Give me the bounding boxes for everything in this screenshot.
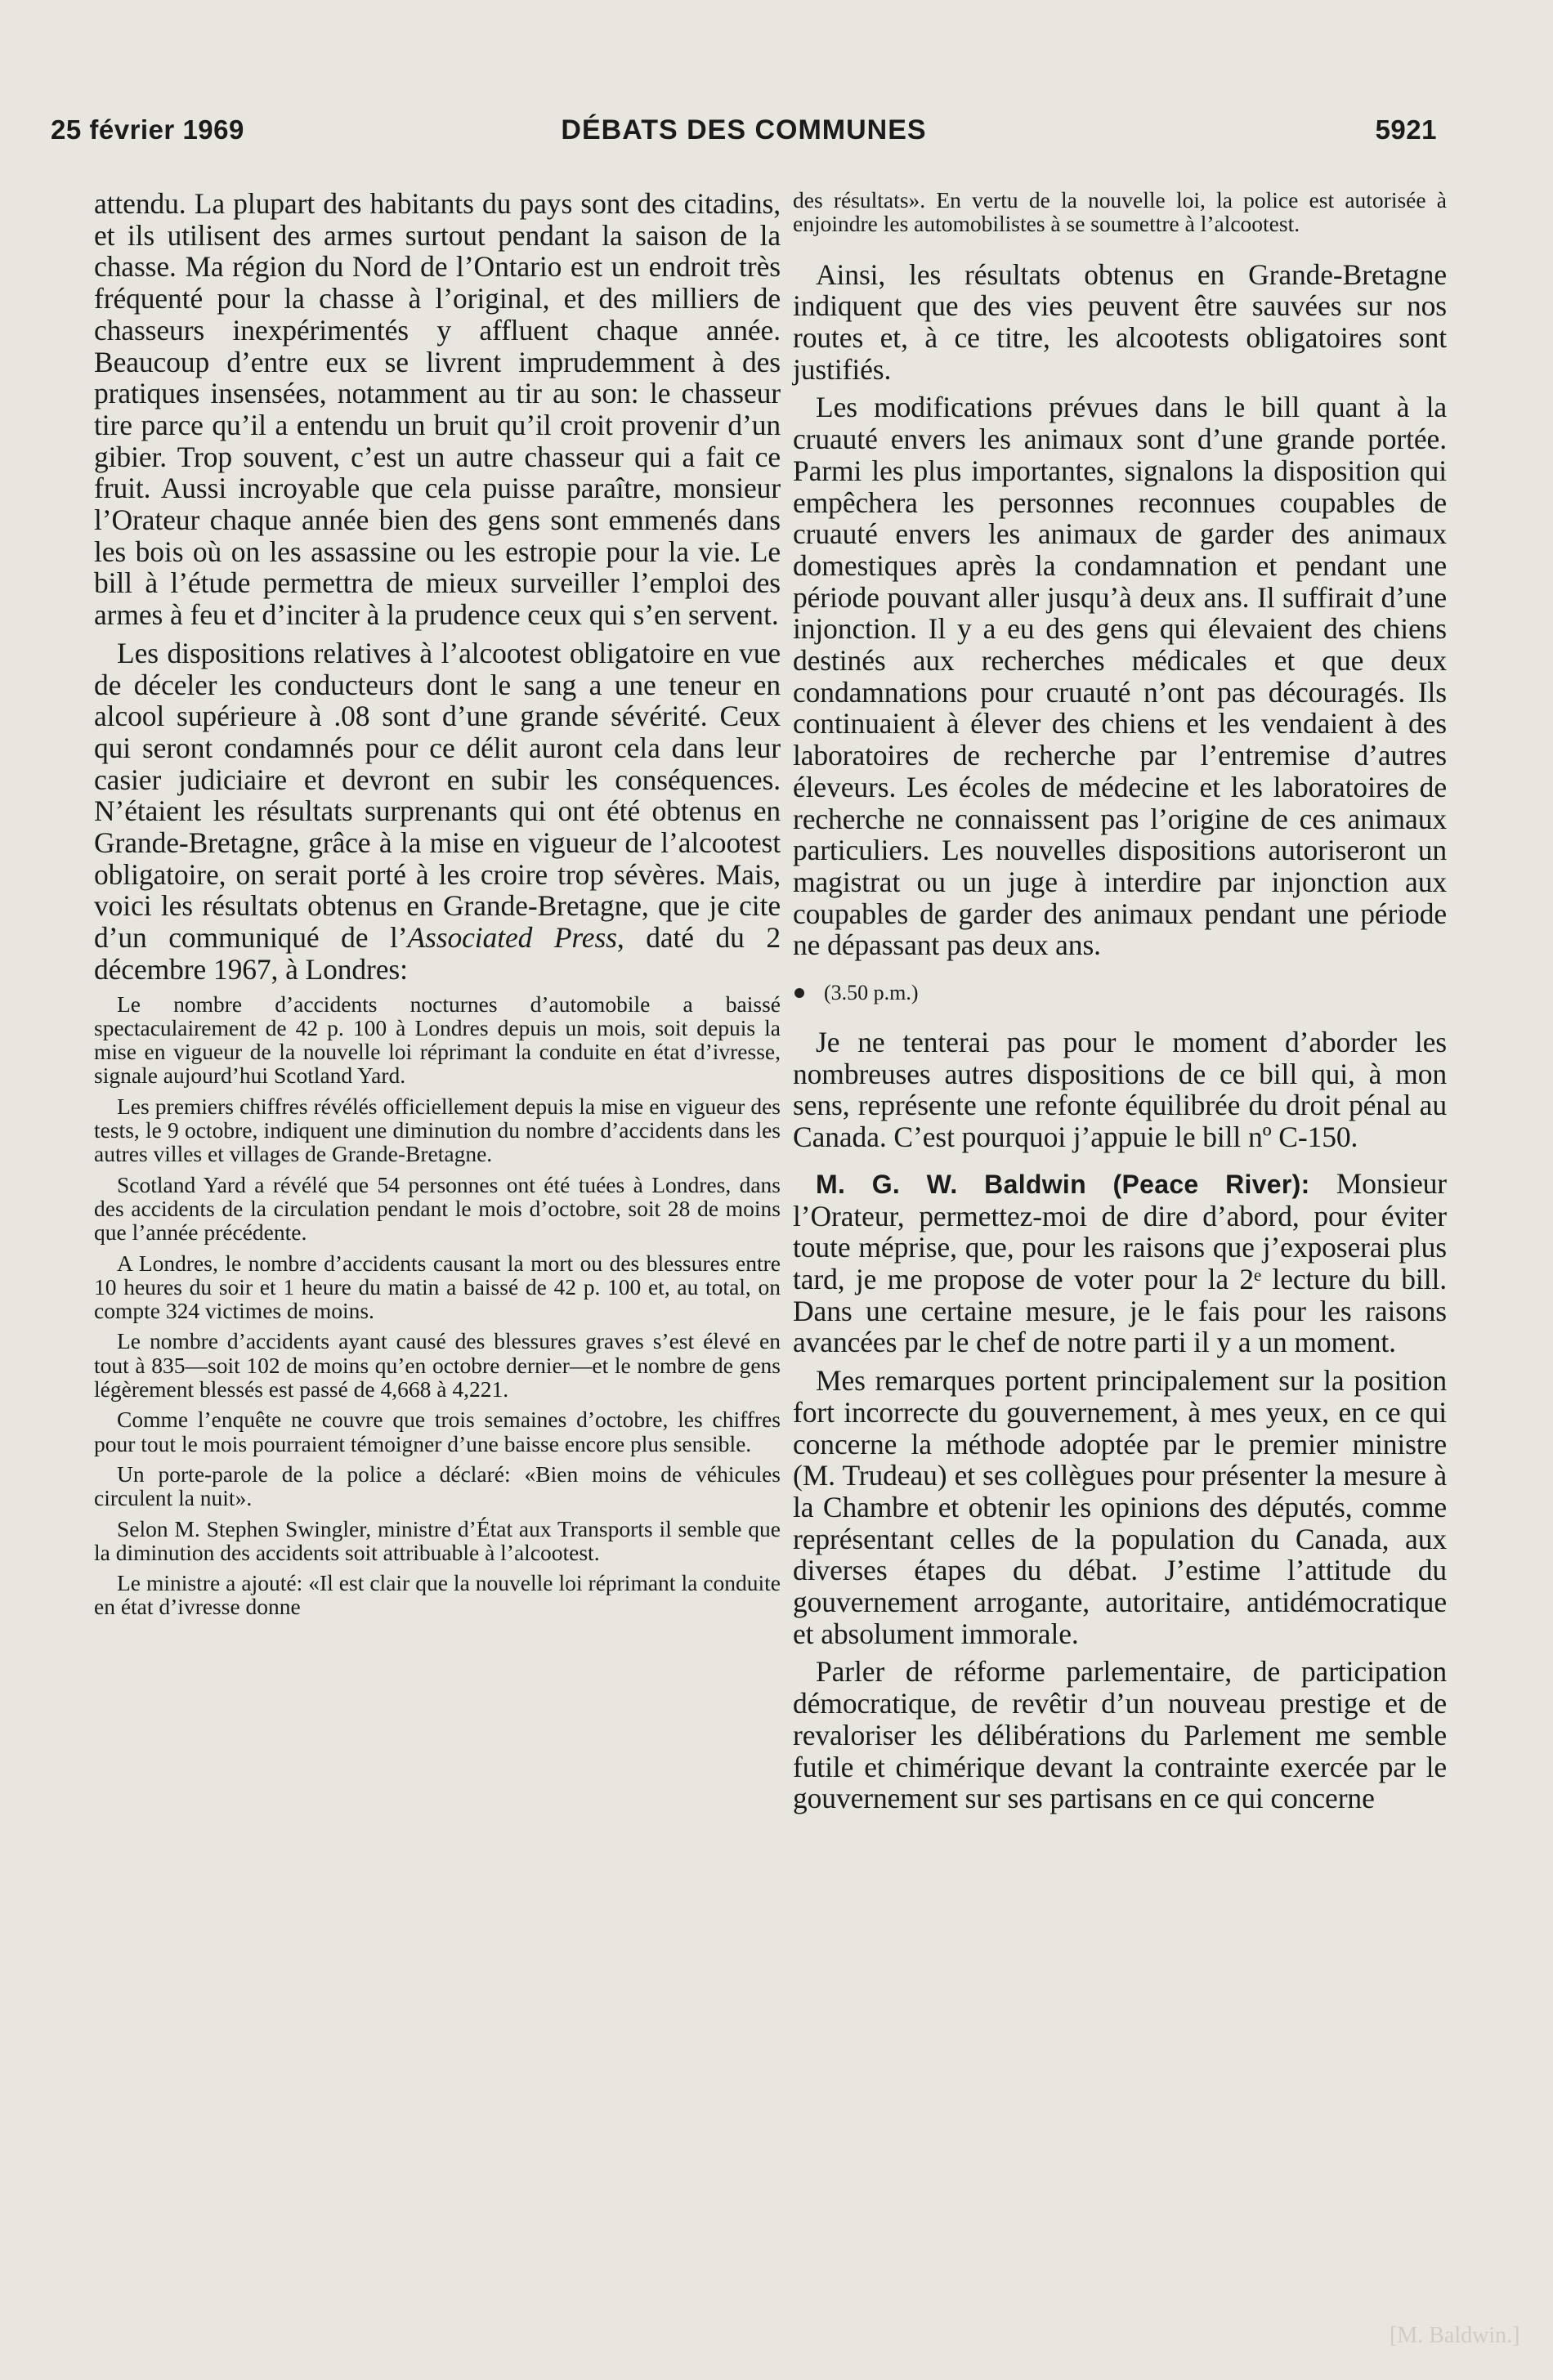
- speaker-paragraph: M. G. W. Baldwin (Peace River): Monsieur l’Orateur, permettez-moi de dire d’abord, pour éviter toute méprise, que, pour les raisons que j’exposerai plus tard, je me propose de voter pour la 2ᵉ lecture du bill. Dans une certaine mesure, je le fais pour les raisons avancées par le chef de notre parti il y a un moment.: [793, 1166, 1447, 1359]
- paragraph: Parler de réforme parlementaire, de participation démocratique, de revêtir d’un nouveau prestige et de revaloriser les délibérations du Parlement me semble futile et chimérique devant la contrainte exercée par le gouvernement sur ses partisans en ce qui concerne: [793, 1655, 1447, 1815]
- right-column: [793, 188, 1447, 1821]
- paragraph: Ainsi, les résultats obtenus en Grande-Bretagne indiquent que des vies peuvent être sauvées sur nos routes et, à ce titre, les alcootests obligatoires sont justifiés.: [793, 257, 1447, 386]
- quote-paragraph: Scotland Yard a révélé que 54 personnes ont été tuées à Londres, dans des accidents de la circulation pendant le mois d’octobre, soit 28 de moins que l’année précédente.: [94, 1171, 781, 1246]
- quote-paragraph: Un porte-parole de la police a déclaré: «Bien moins de véhicules circulent la nuit».: [94, 1461, 781, 1511]
- quote-paragraph: Selon M. Stephen Swingler, ministre d’État aux Transports il semble que la diminution des accidents soit attribuable à l’alcootest.: [94, 1515, 781, 1565]
- paragraph: Je ne tenterai pas pour le moment d’aborder les nombreuses autres dispositions de ce bill qui, à mon sens, représente une refonte équilibrée du droit pénal au Canada. C’est pourquoi j’appuie le bill nº C-150.: [793, 1026, 1447, 1154]
- header-date: 25 février 1969: [51, 114, 244, 145]
- show-through-text: [M. Baldwin.]: [1390, 2323, 1520, 2348]
- quote-paragraph: Le ministre a ajouté: «Il est clair que la nouvelle loi réprimant la conduite en état d’ivresse donne: [94, 1570, 781, 1620]
- bullet-icon: [794, 988, 804, 998]
- speaker-name: M. G. W. Baldwin (Peace River):: [816, 1169, 1310, 1199]
- quote-paragraph: Comme l’enquête ne couvre que trois semaines d’octobre, les chiffres pour tout le mois pourraient témoigner d’une baisse encore plus sensible.: [94, 1407, 781, 1456]
- paragraph: Mes remarques portent principalement sur la position fort incorrecte du gouvernement, à mes yeux, en ce qui concerne la méthode adoptée par le premier ministre (M. Trudeau) et ses collègues pour présenter la mesure à la Chambre et obtenir les opinions des députés, comme représentant celles de la population du Canada, aux diverses étapes du débat. J’estime l’attitude du gouvernement arrogante, autoritaire, antidémocratique et absolument immorale.: [793, 1364, 1447, 1650]
- header-title: DÉBATS DES COMMUNES: [561, 114, 927, 145]
- quote-paragraph: Le nombre d’accidents ayant causé des blessures graves s’est élevé en tout à 835—soit 102 de moins qu’en octobre dernier—et le nombre de gens légèrement blessés est passé de 4,668 à 4,221.: [94, 1328, 781, 1402]
- quote-paragraph: Les premiers chiffres révélés officiellement depuis la mise en vigueur des tests, le 9 octobre, indiquent une diminution du nombre d’accidents dans les autres villes et villages de Grande-Bretagne.: [94, 1093, 781, 1167]
- page-number: 5921: [1375, 114, 1437, 145]
- paragraph: Les dispositions relatives à l’alcootest obligatoire en vue de déceler les conducteurs dont le sang a une teneur en alcool supérieure à .08 sont d’une grande sévérité. Ceux qui seront condamnés pour ce délit auront cela dans leur casier judiciaire et devront en subir les conséquences. N’étaient les résultats surprenants qui ont été obtenus en Grande-Bretagne, grâce à la mise en vigueur de l’alcootest obligatoire, on serait porté à les croire trop sévères. Mais, voici les résultats obtenus en Grande-Bretagne, que je cite d’un communiqué de l’Associated Press, daté du 2 décembre 1967, à Londres:: [94, 636, 781, 986]
- timestamp-text: (3.50 p.m.): [824, 981, 919, 1005]
- timestamp: [794, 981, 1447, 1005]
- paragraph: Les modifications prévues dans le bill quant à la cruauté envers les animaux sont d’une grande portée. Parmi les plus importantes, signalons la disposition qui empêchera les personnes reconnues coupables de cruauté envers les animaux de garder des animaux domestiques après la condamnation et pendant une période pouvant aller jusqu’à deux ans. Il suffirait d’une injonction. Il y a eu des gens qui élevaient des chiens destinés aux recherches médicales et que deux condamnations pour cruauté n’ont pas découragés. Ils continuaient à élever des chiens et les vendaient à des laboratoires de recherche par l’entremise d’autres éleveurs. Les écoles de médecine et les laboratoires de recherche ne connaissent pas l’origine de ces animaux particuliers. Les nouvelles dispositions autoriseront un magistrat ou un juge à interdire par injonction aux coupables de garder des animaux pendant une période ne dépassant pas deux ans.: [793, 391, 1447, 962]
- quote-paragraph: Le nombre d’accidents nocturnes d’automobile a baissé spectaculairement de 42 p. 100 à Londres depuis un mois, soit depuis la mise en vigueur de la nouvelle loi réprimant la conduite en état d’ivresse, signale aujourd’hui Scotland Yard.: [94, 991, 781, 1089]
- quote-continuation: des résultats». En vertu de la nouvelle loi, la police est autorisée à enjoindre les automobilistes à se soumettre à l’alcootest.: [793, 187, 1447, 237]
- paragraph: attendu. La plupart des habitants du pays sont des citadins, et ils utilisent des armes surtout pendant la saison de la chasse. Ma région du Nord de l’Ontario est un endroit très fréquenté pour la chasse à l’original, et des milliers de chasseurs inexpérimentés y affluent chaque année. Beaucoup d’entre eux se livrent imprudemment à des pratiques insensées, notamment au tir au son: le chasseur tire parce qu’il a entendu un bruit qu’il croit provenir d’un gibier. Trop souvent, c’est un autre chasseur qui a fait ce fruit. Aussi incroyable que cela puisse paraître, monsieur l’Orateur chaque année bien des gens sont emmenés dans les bois où on les assassine ou les estropie pour la vie. Le bill à l’étude permettra de mieux surveiller l’emploi des armes à feu et d’inciter à la prudence ceux qui s’en servent.: [94, 187, 781, 632]
- running-header: [51, 114, 1437, 155]
- quote-paragraph: A Londres, le nombre d’accidents causant la mort ou des blessures entre 10 heures du soir et 1 heure du matin a baissé de 42 p. 100 et, au total, on compte 324 victimes de moins.: [94, 1250, 781, 1324]
- left-column: [94, 188, 781, 1626]
